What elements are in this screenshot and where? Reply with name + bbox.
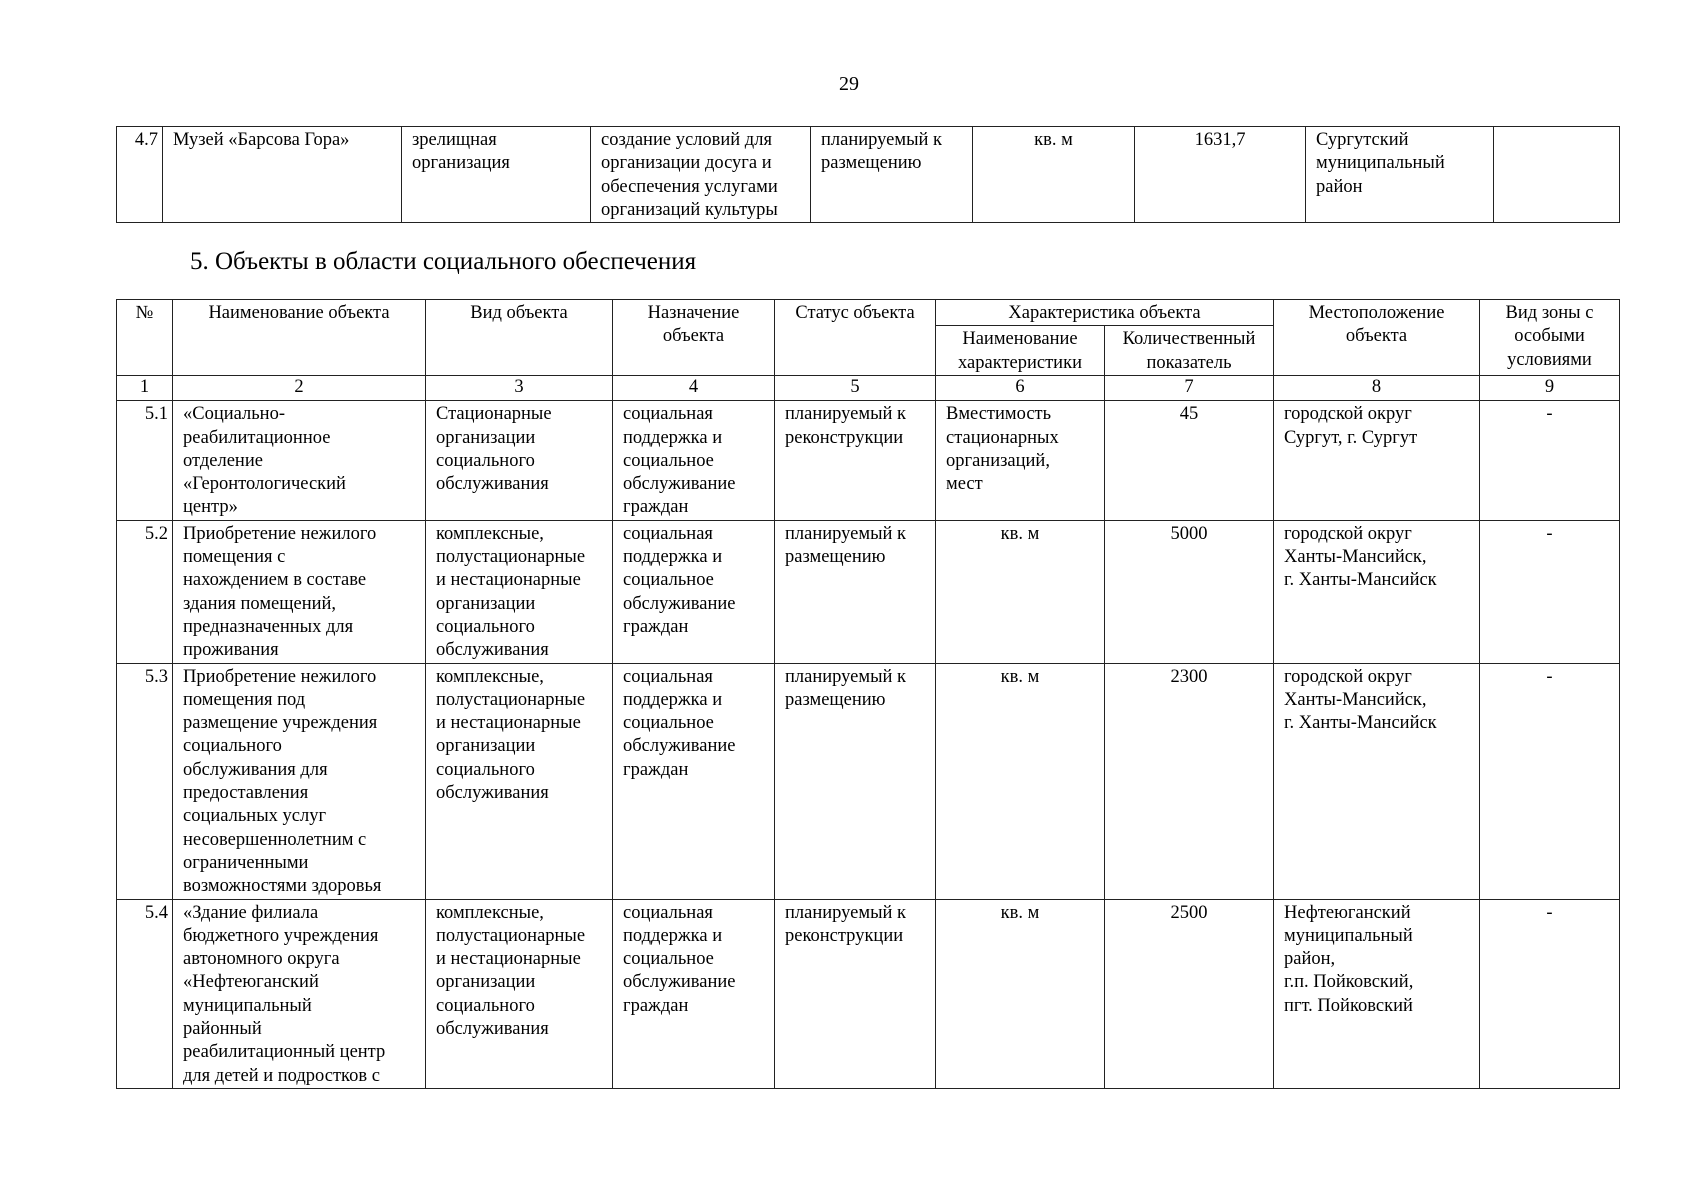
object-status-cell: планируемый к размещению (775, 520, 936, 663)
characteristic-value-cell: 45 (1105, 401, 1274, 520)
column-number: 2 (173, 376, 426, 401)
object-name-cell: Музей «Барсова Гора» (163, 127, 402, 223)
object-type-cell: Стационарные организации социального обслуживания (426, 401, 613, 520)
zone-cell: - (1480, 663, 1620, 899)
characteristic-name-cell: кв. м (936, 663, 1105, 899)
object-purpose-cell: социальная поддержка и социальное обслуживание граждан (613, 401, 775, 520)
zone-cell: - (1480, 520, 1620, 663)
table-row (117, 127, 1620, 223)
header-characteristic-value: Количественный показатель (1105, 326, 1274, 376)
column-number: 4 (613, 376, 775, 401)
location-cell: Нефтеюганский муниципальный район, г.п. Пойковский, пгт. Пойковский (1274, 899, 1480, 1088)
header-row (117, 300, 1620, 326)
location-cell: городской округ Сургут, г. Сургут (1274, 401, 1480, 520)
column-number: 5 (775, 376, 936, 401)
column-number: 9 (1480, 376, 1620, 401)
page-number: 29 (839, 73, 859, 95)
table-row (117, 520, 1620, 663)
header-object-type: Вид объекта (426, 300, 613, 376)
row-number-cell: 4.7 (117, 127, 163, 223)
zone-cell: - (1480, 401, 1620, 520)
row-number-cell: 5.2 (117, 520, 173, 663)
row-number-cell: 5.4 (117, 899, 173, 1088)
object-name-cell: «Здание филиала бюджетного учреждения автономного округа «Нефтеюганский муниципальный районный реабилитационный центр для детей и подростков с (173, 899, 426, 1088)
object-purpose-cell: создание условий для организации досуга и обеспечения услугами организаций культуры (591, 127, 811, 223)
header-object-purpose: Назначение объекта (613, 300, 775, 376)
characteristic-name-cell: Вместимость стационарных организаций, мест (936, 401, 1105, 520)
object-purpose-cell: социальная поддержка и социальное обслуживание граждан (613, 899, 775, 1088)
object-name-cell: «Социально- реабилитационное отделение «Геронтологический центр» (173, 401, 426, 520)
row-number-cell: 5.3 (117, 663, 173, 899)
object-status-cell: планируемый к размещению (811, 127, 973, 223)
location-cell: городской округ Ханты-Мансийск, г. Ханты-Мансийск (1274, 520, 1480, 663)
column-number: 1 (117, 376, 173, 401)
table-row (117, 899, 1620, 1088)
column-number: 7 (1105, 376, 1274, 401)
object-type-cell: комплексные, полустационарные и нестационарные организации социального обслуживания (426, 520, 613, 663)
social-objects-table (116, 299, 1620, 1089)
object-status-cell: планируемый к реконструкции (775, 899, 936, 1088)
column-number: 8 (1274, 376, 1480, 401)
object-name-cell: Приобретение нежилого помещения с нахождением в составе здания помещений, предназначенных для проживания (173, 520, 426, 663)
previous-section-table (116, 126, 1620, 223)
header-zone: Вид зоны с особыми условиями (1480, 300, 1620, 376)
zone-cell: - (1480, 899, 1620, 1088)
object-type-cell: комплексные, полустационарные и нестационарные организации социального обслуживания (426, 663, 613, 899)
header-object-name: Наименование объекта (173, 300, 426, 376)
characteristic-value-cell: 2500 (1105, 899, 1274, 1088)
header-number: № (117, 300, 173, 376)
characteristic-value-cell: 2300 (1105, 663, 1274, 899)
object-purpose-cell: социальная поддержка и социальное обслуживание граждан (613, 663, 775, 899)
header-location: Местоположение объекта (1274, 300, 1480, 376)
header-object-status: Статус объекта (775, 300, 936, 376)
location-cell: Сургутский муниципальный район (1306, 127, 1494, 223)
column-number: 6 (936, 376, 1105, 401)
section-title: 5. Объекты в области социального обеспечения (190, 248, 697, 275)
object-name-cell: Приобретение нежилого помещения под размещение учреждения социального обслуживания для предоставления социальных услуг несовершеннолетним с ограниченными возможностями здоровья (173, 663, 426, 899)
column-numbers-row (117, 376, 1620, 401)
column-number: 3 (426, 376, 613, 401)
location-cell: городской округ Ханты-Мансийск, г. Ханты-Мансийск (1274, 663, 1480, 899)
object-type-cell: зрелищная организация (402, 127, 591, 223)
object-status-cell: планируемый к размещению (775, 663, 936, 899)
characteristic-name-cell: кв. м (973, 127, 1135, 223)
characteristic-name-cell: кв. м (936, 520, 1105, 663)
characteristic-name-cell: кв. м (936, 899, 1105, 1088)
row-number-cell: 5.1 (117, 401, 173, 520)
header-characteristic-name: Наименование характеристики (936, 326, 1105, 376)
header-characteristic-group: Характеристика объекта (936, 300, 1274, 326)
object-type-cell: комплексные, полустационарные и нестационарные организации социального обслуживания (426, 899, 613, 1088)
characteristic-value-cell: 1631,7 (1135, 127, 1306, 223)
characteristic-value-cell: 5000 (1105, 520, 1274, 663)
table-row (117, 663, 1620, 899)
object-status-cell: планируемый к реконструкции (775, 401, 936, 520)
zone-cell (1494, 127, 1620, 223)
table-row (117, 401, 1620, 520)
object-purpose-cell: социальная поддержка и социальное обслуживание граждан (613, 520, 775, 663)
